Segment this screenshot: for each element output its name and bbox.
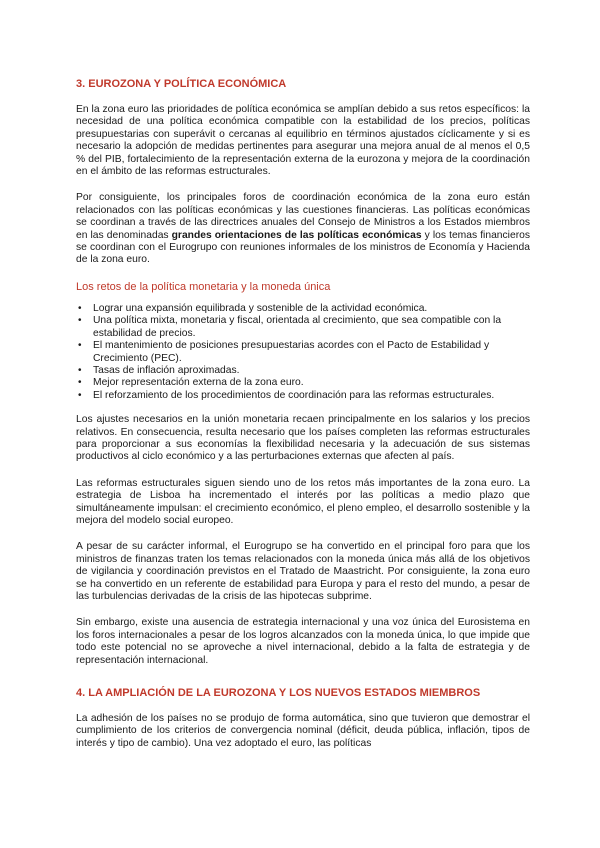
section-3-paragraph-6: Sin embargo, existe una ausencia de estrategia internacional y una voz única del Eurosistema en los foros internacionales a pesar de los logros alcanzados con la moneda única, lo que impide que todo este potencial no se aproveche a nivel internacional, debido a la falta de estrategia y de representación internacional. xyxy=(76,617,530,666)
bullet-item xyxy=(76,303,530,315)
bullet-item xyxy=(76,390,530,402)
bullet-item-text: Tasas de inflación aproximadas. xyxy=(93,364,240,376)
bullet-item xyxy=(76,377,530,389)
section-3-paragraph-4: Las reformas estructurales siguen siendo uno de los retos más importantes de la zona euro. La estrategia de Lisboa ha incrementado el interés por las políticas a medio plazo que simultáneamente impulsan: el crecimiento económico, el pleno empleo, el desarrollo sostenible y la mejora del modelo social europeo. xyxy=(76,477,530,526)
bullet-icon: • xyxy=(78,340,82,352)
bullet-icon: • xyxy=(78,302,82,314)
challenges-bullet-list xyxy=(76,303,530,402)
paragraph-2-text-after: y los temas financieros se coordinan con el Eurogrupo con reuniones informales de los ministros de Economía y Hacienda de la zona euro. xyxy=(76,229,530,266)
section-3-paragraph-5: A pesar de su carácter informal, el Eurogrupo se ha convertido en el principal foro para que los ministros de finanzas traten los temas relacionados con la moneda única más allá de los objetivos de vigilancia y coordinación previstos en el Tratado de Maastricht. Por consiguiente, la zona euro se ha convertido en un referente de estabilidad para Europa y para el resto del mundo, a pesar de las turbulencias derivadas de la crisis de las hipotecas subprime. xyxy=(76,541,530,602)
bullet-item xyxy=(76,315,530,340)
section-3-heading: 3. EUROZONA Y POLÍTICA ECONÓMICA xyxy=(76,78,287,90)
bullet-item-text: Lograr una expansión equilibrada y sostenible de la actividad económica. xyxy=(93,302,428,314)
paragraph-2-bold-phrase: grandes orientaciones de las políticas económicas xyxy=(171,229,422,241)
bullet-item-text: El reforzamiento de los procedimientos de coordinación para las reformas estructurales. xyxy=(93,389,495,401)
bullet-icon: • xyxy=(78,389,82,401)
section-4-paragraph-1: La adhesión de los países no se produjo de forma automática, sino que tuvieron que demostrar el cumplimiento de los criterios de convergencia nominal (déficit, deuda pública, inflación, tipos de interés y tipo de cambio). Una vez adoptado el euro, las políticas xyxy=(76,713,530,749)
section-3-paragraph-2 xyxy=(76,192,530,266)
section-3-paragraph-1: En la zona euro las prioridades de política económica se amplían debido a sus retos específicos: la necesidad de una política económica compatible con la estabilidad de los precios, políticas presupuestarias con superávit o cercanas al equilibrio en términos ajustados cíclicamente y si es necesario la adopción de medidas pertinentes para asegurar una mejora anual de al menos el 0,5 % del PIB, fortalecimiento de la representación externa de la eurozona y mejora de la coordinación en el ámbito de las reformas estructurales. xyxy=(76,104,530,178)
bullet-item-text: Mejor representación externa de la zona euro. xyxy=(93,377,304,389)
bullet-item-text: Una política mixta, monetaria y fiscal, orientada al crecimiento, que sea compatible con la estabilidad de precios. xyxy=(93,315,502,339)
monetary-challenges-subheading: Los retos de la política monetaria y la moneda única xyxy=(76,280,331,293)
document-content xyxy=(76,78,530,764)
section-3-paragraph-3: Los ajustes necesarios en la unión monetaria recaen principalmente en los salarios y los precios relativos. En consecuencia, resulta necesario que los países completen las reformas estructurales para proporcionar a sus economías la flexibilidad necesaria y la adecuación de sus sistemas productivos al ciclo económico y a las perturbaciones externas que afecten al país. xyxy=(76,414,530,463)
bullet-icon: • xyxy=(78,377,82,389)
bullet-item xyxy=(76,340,530,365)
paragraph-2-text-before: Por consiguiente, los principales foros de coordinación económica de la zona euro están relacionados con las políticas económicas y las cuestiones financieras. Las políticas económicas se coordinan a través de las directrices anuales del Consejo de Ministros a los Estados miembros en las denominadas xyxy=(76,192,530,241)
bullet-item-text: El mantenimiento de posiciones presupuestarias acordes con el Pacto de Estabilidad y Crecimiento (PEC). xyxy=(93,340,490,364)
bullet-icon: • xyxy=(78,315,82,327)
bullet-item xyxy=(76,365,530,377)
bullet-icon: • xyxy=(78,364,82,376)
section-4-heading: 4. LA AMPLIACIÓN DE LA EUROZONA Y LOS NUEVOS ESTADOS MIEMBROS xyxy=(76,687,481,700)
